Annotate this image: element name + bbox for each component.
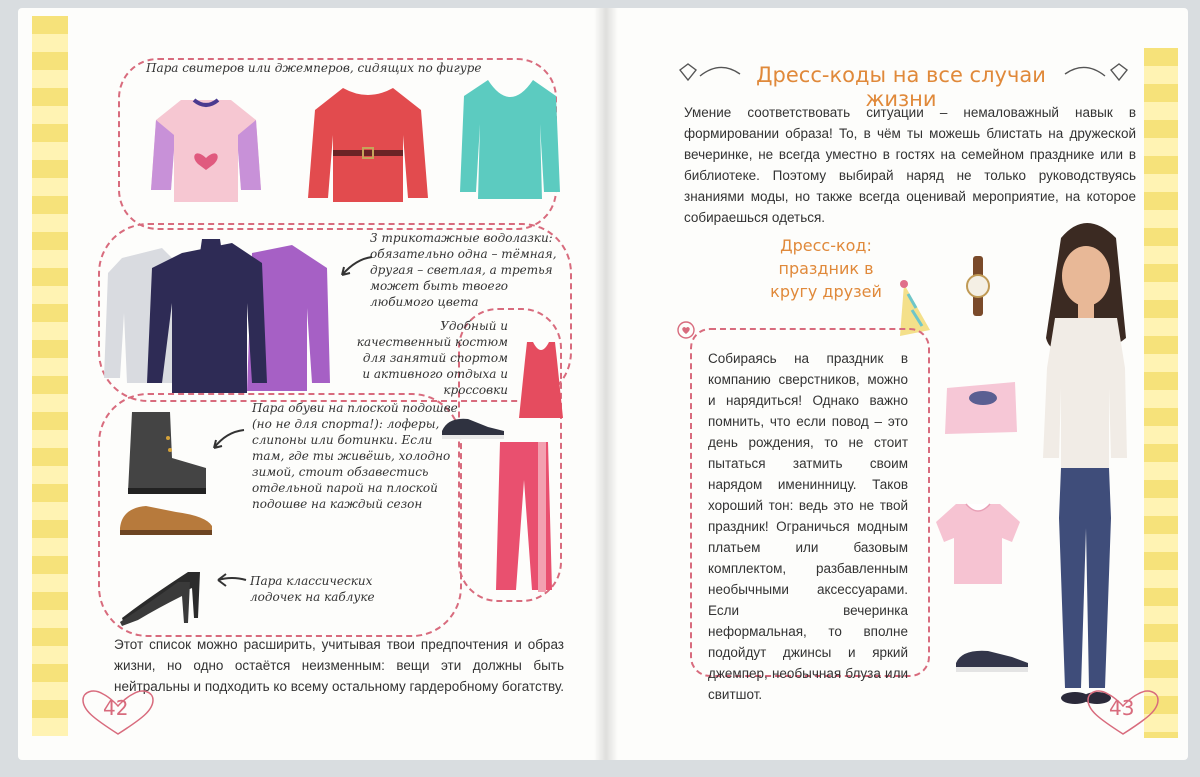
teal-top-icon: [458, 74, 563, 204]
diamond-right-icon: [1061, 58, 1131, 88]
book-spine: [594, 8, 618, 760]
pink-heart-sweater-icon: [146, 90, 266, 210]
left-decorative-stripe: [32, 16, 68, 736]
left-page: [18, 8, 606, 760]
slip-on-shoe-icon: [952, 643, 1032, 675]
party-box-text: Собираясь на праздник в компанию сверстников, можно и нарядиться! Однако важно помнить, что если повод – это день рождения, то не стоит пытаться затмить своим нарядом именинницу. Таков хороший тон: ведь это не твой праздник! Ограничься модным платьем или базовым комплектом, разбавленным необычными аксессуарами. Если вечеринка неформальная, то вполне подойдут джинсы и яркий джемпер, необычная блуза или свитшот.: [708, 351, 908, 702]
pink-blouse-icon: [932, 498, 1024, 588]
book-spread: [18, 8, 1188, 768]
turtlenecks-icon: [102, 233, 332, 398]
caption-flats: Пара обуви на плоской подошве (но не для спорта!): лоферы, слипоны или ботинки. Если там, где ты живёшь, холодно зимой, стоит обзавестись отдельной парой на плоской подошве на каждый сезон: [252, 401, 458, 511]
arrow-to-boot-icon: [208, 426, 248, 456]
left-page-number: 42: [103, 696, 129, 720]
caption-sweaters: Пара свитеров или джемперов, сидящих по фигуре: [146, 61, 482, 75]
oxford-shoe-icon: [116, 498, 216, 538]
ankle-boot-icon: [122, 408, 210, 498]
right-page-number: 43: [1109, 696, 1135, 720]
caption-pumps: Пара классических лодочек на каблуке: [250, 574, 375, 604]
heart-badge-icon: [676, 320, 706, 340]
track-pants-icon: [494, 440, 554, 595]
pumps-icon: [118, 568, 208, 628]
diamond-left-icon: [674, 58, 744, 88]
caption-turtlenecks: 3 трикотажные водолазки: обязательно одна – тёмная, другая – светлая, а третья может быть твоего любимого цвета: [370, 231, 557, 309]
right-page: [606, 8, 1188, 760]
girl-illustration-icon: [1031, 218, 1141, 718]
clutch-bag-icon: [941, 378, 1021, 438]
right-page-title: Дресс-коды на все случаи жизни: [756, 63, 1046, 111]
arrow-to-pumps-icon: [214, 568, 250, 592]
caption-sport: Удобный и качественный костюм для занятий спортом и активного отдыха и кроссовки: [356, 319, 508, 397]
right-decorative-stripe: [1144, 48, 1178, 738]
red-belted-sweater-icon: [303, 80, 433, 210]
dress-code-subtitle: Дресс-код: праздник в кругу друзей: [770, 236, 882, 301]
left-paragraph: Этот список можно расширить, учитывая твои предпочтения и образ жизни, но одно остаётся неизменным: вещи эти должны быть нейтральны и подходить ко всему остальному гардеробному богатству.: [114, 637, 564, 694]
right-intro-paragraph: Умение соответствовать ситуации – немаловажный навык в формировании образа! То, в чём ты можешь блистать на дружеской вечеринке, не всегда уместно в гостях на семейном празднике или в библиотеке. Поэтому выбирай наряд не только руководствуясь знаниями моды, но также всегда оценивай мероприятие, на которое собираешься одеться.: [684, 105, 1136, 225]
wristwatch-icon: [964, 256, 992, 316]
pink-tank-top-icon: [515, 340, 567, 420]
